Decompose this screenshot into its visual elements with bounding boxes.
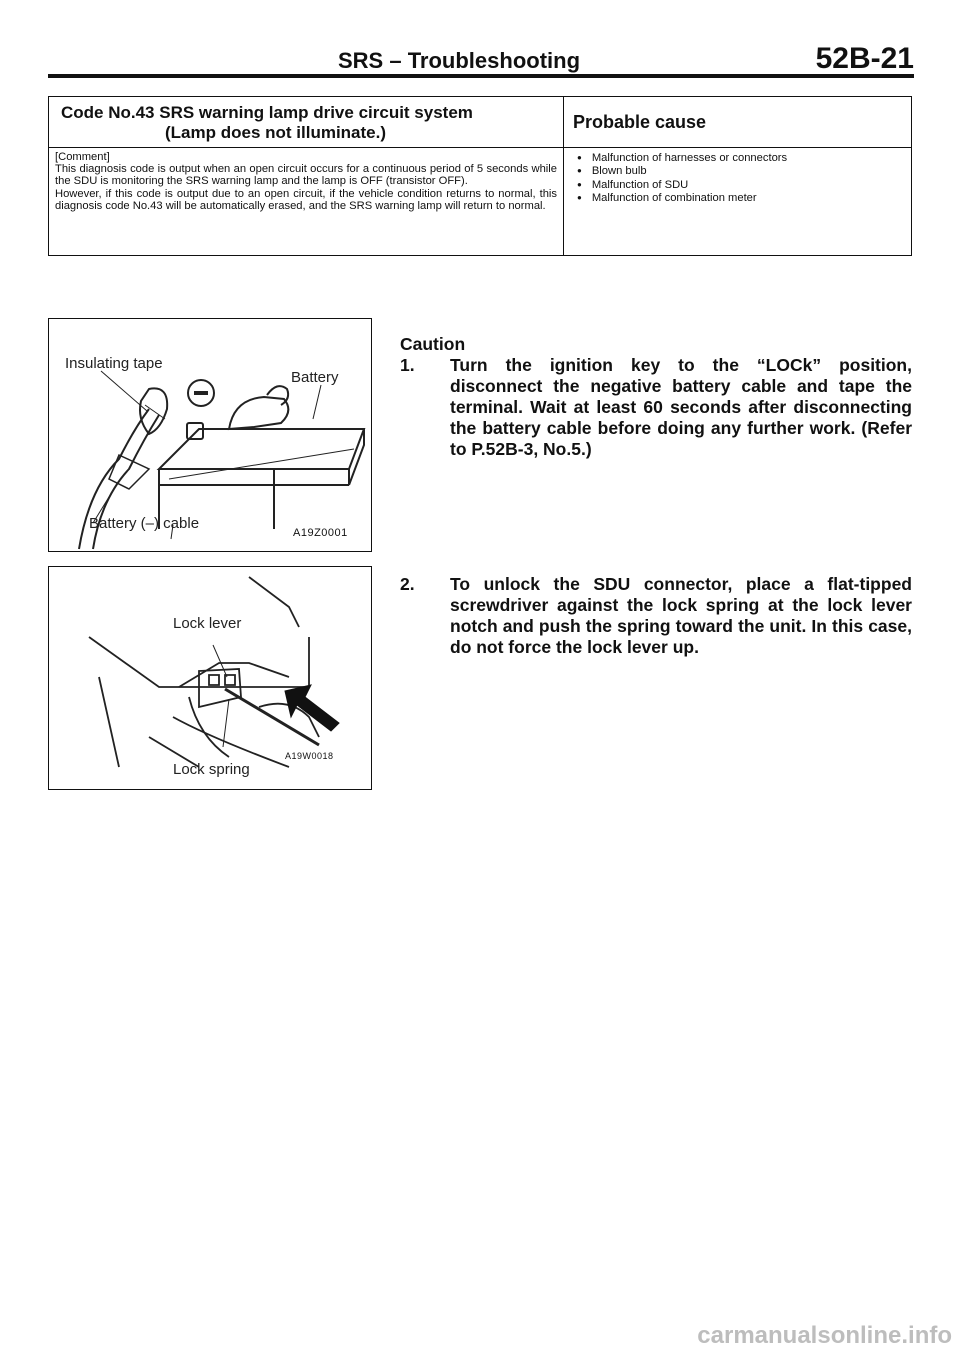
diagnosis-table (48, 96, 912, 256)
code-title-line1: Code No.43 SRS warning lamp drive circuit system (61, 103, 473, 122)
instruction-step-2 (400, 574, 912, 658)
comment-label: [Comment] (55, 151, 110, 163)
probable-cause-list (563, 148, 911, 206)
probable-cause-header-cell (563, 97, 911, 148)
insulating-tape-label: Insulating tape (65, 355, 163, 372)
caution-heading: Caution (400, 334, 466, 354)
diagnosis-description-column (49, 97, 564, 255)
instruction-step-1 (400, 334, 912, 460)
figure-code: A19Z0001 (293, 527, 348, 539)
cause-item: ● Blown bulb (577, 165, 911, 178)
step-text: To unlock the SDU connector, place a flat-tipped screwdriver against the lock spring at the lock lever notch and push the spring toward the unit. In this case, do not force the lock lever up. (450, 574, 912, 657)
cause-item: ● Malfunction of harnesses or connectors (577, 152, 911, 165)
code-title-line2: (Lamp does not illuminate.) (165, 123, 387, 142)
step-number: 1. (400, 355, 415, 375)
sdu-connector-figure (48, 566, 372, 790)
comment-text: This diagnosis code is output when an open circuit occurs for a continuous period of 5 seconds while the SDU is monitoring the SRS warning lamp and the lamp is OFF (transistor OFF). (55, 163, 557, 188)
lock-lever-label: Lock lever (173, 615, 242, 632)
probable-cause-header: Probable cause (573, 112, 707, 132)
lock-spring-label: Lock spring (173, 761, 250, 778)
cause-item: ● Malfunction of SDU (577, 179, 911, 192)
diagnosis-code-header (49, 97, 563, 148)
diagnosis-comment (49, 148, 563, 212)
cause-item: ● Malfunction of combination meter (577, 192, 911, 205)
diagnosis-code-title (61, 103, 473, 143)
battery-figure (48, 318, 372, 552)
section-title: SRS – Troubleshooting (338, 48, 581, 73)
step-number: 2. (400, 574, 415, 594)
watermark: carmanualsonline.info (697, 1322, 952, 1349)
step-text: Turn the ignition key to the “LOCk” position, disconnect the negative battery cable and tape the terminal. Wait at least 60 seconds after disconnecting the battery cable before doing any further work. (Refer to P.52B-3, No.5.) (450, 355, 912, 459)
comment-text-2: However, if this code is output due to an open circuit, if the vehicle condition returns to normal, this diagnosis code No.43 will be automatically erased, and the SRS warning lamp will return to normal. (55, 187, 557, 212)
page-header (48, 42, 914, 78)
page-number: 52B-21 (815, 42, 914, 75)
figure-code: A19W0018 (285, 751, 334, 761)
battery-label: Battery (291, 369, 339, 386)
battery-cable-label: Battery (–) cable (89, 515, 200, 532)
probable-cause-column (563, 97, 911, 255)
